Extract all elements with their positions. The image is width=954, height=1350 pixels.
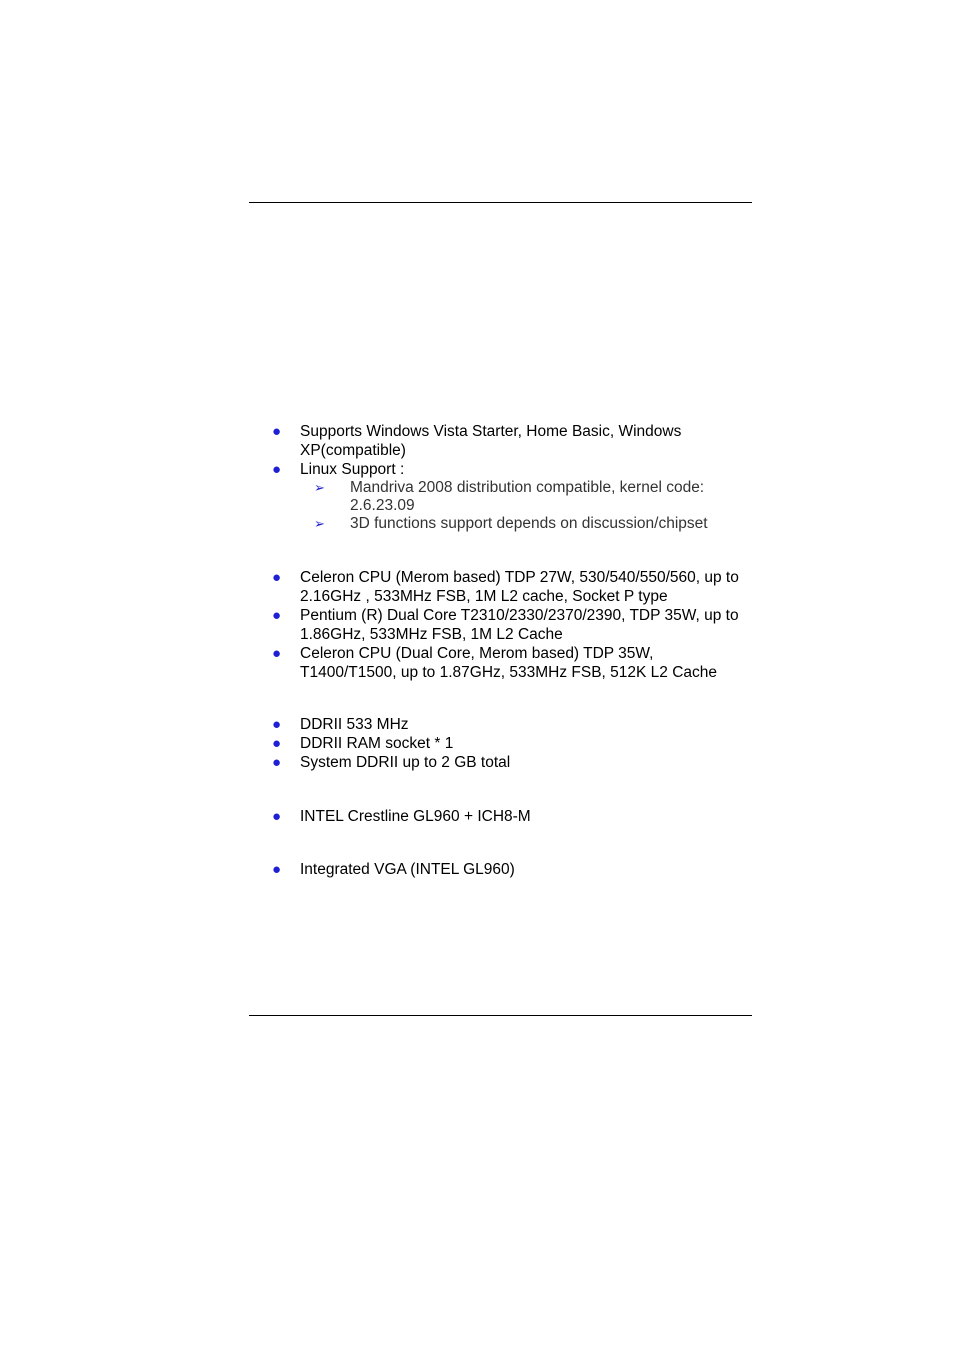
- os-support-list: [272, 422, 752, 533]
- list-item: [272, 568, 752, 606]
- memory-item-text: System DDRII up to 2 GB total: [300, 754, 511, 771]
- chipset-item-text: INTEL Crestline GL960 + ICH8-M: [300, 808, 531, 825]
- bullet-icon: ●: [272, 607, 282, 624]
- cpu-item-text: Celeron CPU (Dual Core, Merom based) TDP 35W, T1400/T1500, up to 1.87GHz, 533MHz FSB, 512K L2 Cache: [300, 645, 718, 681]
- list-item: [272, 860, 752, 879]
- bullet-icon: ●: [272, 716, 282, 733]
- list-item: [272, 460, 752, 479]
- bullet-icon: ●: [272, 735, 282, 752]
- memory-item-text: DDRII 533 MHz: [300, 716, 409, 733]
- bullet-icon: ●: [272, 808, 282, 825]
- list-item: [272, 644, 752, 682]
- bullet-icon: ●: [272, 569, 282, 586]
- os-item-text: Linux Support :: [300, 461, 405, 478]
- linux-sub-text: Mandriva 2008 distribution compatible, kernel code: 2.6.23.09: [350, 479, 705, 514]
- cpu-item-text: Celeron CPU (Merom based) TDP 27W, 530/540/550/560, up to 2.16GHz , 533MHz FSB, 1M L2 cache, Socket P type: [300, 569, 739, 605]
- bullet-icon: ●: [272, 754, 282, 771]
- header-rule: [249, 202, 752, 203]
- bullet-icon: ●: [272, 861, 282, 878]
- chipset-list: [272, 807, 752, 826]
- memory-list: [272, 715, 752, 772]
- list-item: [272, 753, 752, 772]
- footer-rule: [249, 1015, 752, 1016]
- sub-list-item: [272, 515, 752, 533]
- arrowhead-bullet-icon: ➢: [314, 516, 325, 531]
- bullet-icon: ●: [272, 423, 282, 440]
- vga-list: [272, 860, 752, 879]
- list-item: [272, 734, 752, 753]
- memory-item-text: DDRII RAM socket * 1: [300, 735, 454, 752]
- cpu-list: [272, 568, 752, 682]
- list-item: [272, 422, 752, 460]
- bullet-icon: ●: [272, 645, 282, 662]
- vga-item-text: Integrated VGA (INTEL GL960): [300, 861, 515, 878]
- list-item: [272, 606, 752, 644]
- list-item: [272, 715, 752, 734]
- arrowhead-bullet-icon: ➢: [314, 480, 325, 495]
- sub-list-item: [272, 479, 752, 515]
- cpu-item-text: Pentium (R) Dual Core T2310/2330/2370/2390, TDP 35W, up to 1.86GHz, 533MHz FSB, 1M L2 Cache: [300, 607, 739, 643]
- bullet-icon: ●: [272, 461, 282, 478]
- list-item: [272, 807, 752, 826]
- os-item-text: Supports Windows Vista Starter, Home Basic, Windows XP(compatible): [300, 423, 682, 459]
- linux-sub-text: 3D functions support depends on discussion/chipset: [350, 515, 708, 532]
